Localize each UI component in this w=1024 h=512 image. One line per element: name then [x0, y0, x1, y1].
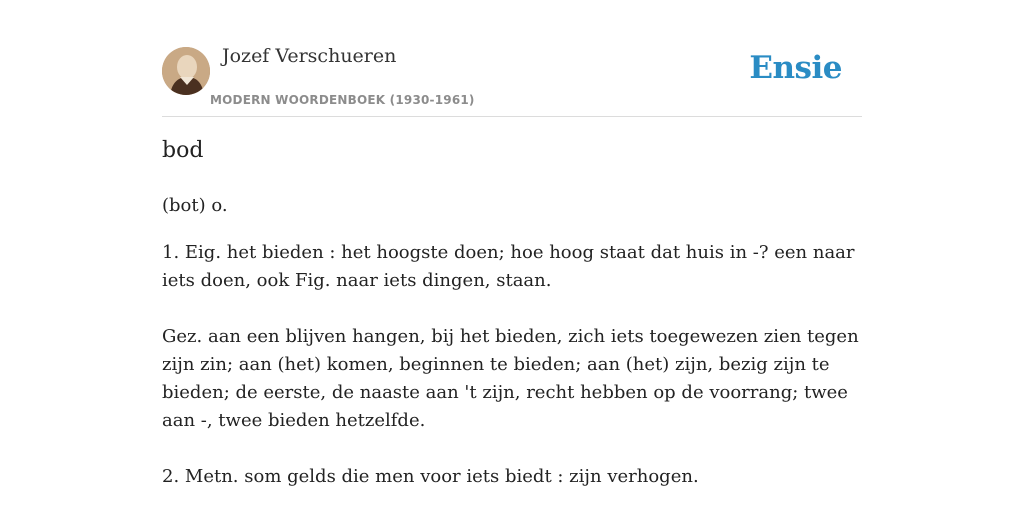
entry-pronunciation: (bot) o. — [162, 195, 228, 216]
author-name[interactable]: Jozef Verschueren — [222, 45, 397, 67]
definition-paragraph-2: 2. Metn. som gelds die men voor iets biedt : zijn verhogen. — [162, 466, 699, 487]
header — [162, 0, 862, 117]
author-portrait-icon — [162, 47, 210, 95]
author-avatar[interactable] — [162, 47, 210, 95]
expressions-paragraph: Gez. aan een blijven hangen, bij het bieden, zich iets toegewezen zien tegen zijn zin; aan (het) komen, beginnen te bieden; aan (het) zijn, bezig zijn te bieden; de eerste, de naaste aan 't zijn, recht hebben op de voorrang; twee aan -, twee bieden hetzelfde. — [162, 326, 859, 431]
dictionary-source[interactable]: MODERN WOORDENBOEK (1930-1961) — [210, 93, 475, 107]
brand-logo[interactable]: Ensie — [749, 50, 842, 86]
definition-paragraph-1: 1. Eig. het bieden : het hoogste doen; hoe hoog staat dat huis in -? een naar iets doen, ook Fig. naar iets dingen, staan. — [162, 242, 855, 291]
entry-word: bod — [162, 138, 204, 163]
